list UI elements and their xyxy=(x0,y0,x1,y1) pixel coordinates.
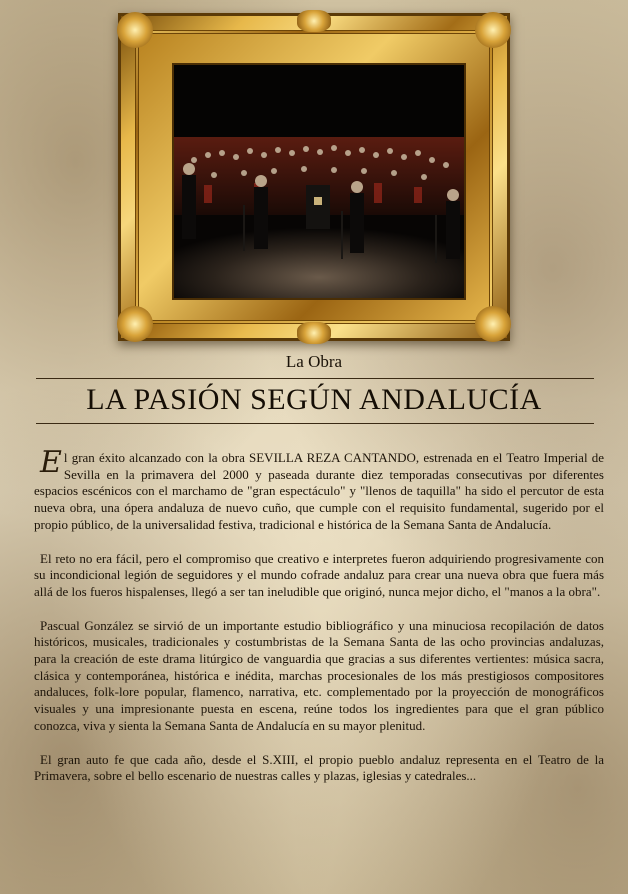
paragraph: El reto no era fácil, pero el compromiso que creativo e interpretes fueron adquiriendo progresivamente con su incondicional legión de seguidores y el mundo cofrade andaluz para crear una nueva obra que fuera más allá de los fueros hispalenses, llegó a ser tan ineludible que originó, nunca mejor dicho, el "manos a la obra". xyxy=(34,550,604,599)
paragraph xyxy=(34,445,604,534)
orchestra-stage-photo-icon xyxy=(174,65,464,298)
article-body xyxy=(34,445,604,802)
paragraph: El gran auto fe que cada año, desde el S.XIII, el propio pueblo andaluz representa en el Teatro de la Primavera, sobre el bello escenario de nuestras calles y plazas, iglesias y catedrales... xyxy=(34,751,604,784)
frame-crest-icon xyxy=(297,322,331,344)
frame-ornament-icon xyxy=(117,306,153,342)
stage-photo xyxy=(172,63,466,300)
paragraph-text: l gran éxito alcanzado con la obra SEVILLA REZA CANTANDO, estrenada en el Teatro Imperial de Sevilla en la primavera del 2000 y paseada durante diez temporadas consecutivas por diferentes espacios escénicos con el marchamo de "gran espectáculo" y "llenos de taquilla" ha sido el percutor de esta nueva obra, una ópera andaluza de nuevo cuño, que cumple con el requisito fundamental, sugerido por el propio público, de la universalidad festiva, tradicional e histórica de la Semana Santa de Andalucía. xyxy=(34,450,604,532)
frame-ornament-icon xyxy=(475,12,511,48)
paragraph: Pascual González se sirvió de un importante estudio bibliográfico y una minuciosa recopilación de datos históricos, musicales, tradicionales y costumbristas de la Semana Santa de las ocho provincias andaluzas, para la creación de este drama litúrgico de vanguardia que gracias a sus diferentes vertientes: música sacra, clásica y contemporánea, histórica e inédita, marchas procesionales de los más prestigiosos compositores andaluces, folk-lore popular, flamenco, narrativa, etc. complementado por la proyección de monográficos visuales y una impresionante puesta en escena, reúne todos los ingredientes para que el gran público conozca, viva y sienta la Semana Santa de Andalucía en su mayor plenitud. xyxy=(34,617,604,733)
frame-ornament-icon xyxy=(475,306,511,342)
frame-ornament-icon xyxy=(117,12,153,48)
title-rule-top xyxy=(36,378,594,379)
page-title: LA PASIÓN SEGÚN ANDALUCÍA xyxy=(86,383,542,416)
frame-crest-icon xyxy=(297,10,331,32)
section-subtitle: La Obra xyxy=(285,352,343,371)
title-rule-bottom xyxy=(36,423,594,424)
drop-cap: E xyxy=(40,445,62,480)
gilded-picture-frame xyxy=(118,13,510,341)
